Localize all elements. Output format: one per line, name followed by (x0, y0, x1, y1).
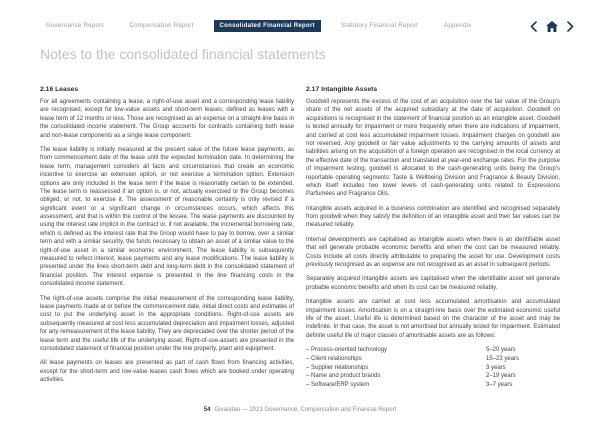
body-columns (40, 86, 560, 391)
report-tabs (40, 20, 478, 32)
chevron-left-icon[interactable] (530, 21, 537, 32)
home-icon[interactable] (546, 21, 558, 32)
paragraph: Intangible assets are carried at cost less accumulated amortisation and accumulated impairment losses. Amortisation is on a straight-line basis over the estimated economic useful life of the asset. Useful life is determined based on the character of the asset and may be indefinite. In that case, the asset is not amortised but annually tested for impairment. Estimated definite useful life of major classes of amortisable assets are as follows: (306, 299, 560, 339)
footer-text: Givaudan — 2021 Governance, Compensation and Financial Report (214, 407, 397, 413)
list-item-label: – Supplier relationships (306, 364, 369, 371)
list-item-value: 3 years (486, 364, 506, 371)
paragraph: The right-of-use assets comprise the initial measurement of the corresponding lease liability, lease payments made at or before the commencement date, initial direct costs and estimates of cost to put the underlying asset in the appropriate conditions. Right-of-use assets are subsequently measured at cost less accumulated depreciation and impairment losses, adjusted for any remeasurement of the lease liability. They are depreciated over the shorter period of the lease term and the useful life of the underlying asset. Right-of-use-assets are presented in the consolidated statement of financial position under the line property, plant and equipment. (40, 295, 294, 352)
list-item-value: 3–7 years (486, 381, 513, 388)
paragraph: Internal developments are capitalised as intangible assets when there is an identifiable asset that will generate probable economic benefits and when the cost can be measured reliably. Costs include all costs directly attributable to preparing the asset for use. Development costs previously recognised as an expense are not recognised as an asset in subsequent periods. (306, 236, 560, 269)
page-title: Notes to the consolidated financial statements (40, 46, 326, 62)
paragraph: Separately acquired intangible assets are capitalised when the identifiable asset will generate probable economic benefits and when its cost can be measured reliably. (306, 276, 560, 291)
list-item (306, 346, 560, 355)
paragraph: The lease liability is initially measured at the present value of the future lease payments, as from commencement date of the lease until the expected termination date. In determining the lease term, management considers all facts and circumstances that create an economic incentive to exercise an extension option, or not exercise a termination option. Extension options are only included in the lease term if the lease is reasonably certain to be extended. The lease term is reassessed if an option is, or not, actually exercised or the Group becomes obliged, or not, to exercise it. The assessment of reasonable certainty is only revised if a significant event or a significant change in circumstances occurs, which affects this assessment, and that is within the control of the lessee. The lease payments are discounted by using the interest rate implicit in the contract or, if not available, the incremental borrowing rate, which is defined as the interest rate that the Group would have to pay to borrow, over a similar term and with a similar security, the funds necessary to obtain an asset of a similar value to the right-of-use asset in a similar economic environment. The lease liability is subsequently measured to reflect interest, lease payments and any lease modifications. The lease liability is presented under the lines short-term debt and long-term debt in the consolidated statement of financial position. The interest expense is presented in the line financing costs in the consolidated income statement. (40, 146, 294, 288)
list-item-label: – Name and product brands (306, 373, 381, 380)
page-footer (0, 407, 600, 413)
top-navigation-bar (40, 20, 574, 32)
section-heading-intangible-assets: 2.17 Intangible Assets (306, 86, 378, 93)
section-heading-leases: 2.16 Leases (40, 86, 79, 93)
list-item (306, 381, 560, 390)
list-item-value: 15–23 years (486, 355, 520, 362)
useful-life-list (306, 346, 560, 389)
footer-page-number: 54 (203, 407, 211, 413)
tab-consolidated-financial-report[interactable]: Consolidated Financial Report (214, 20, 321, 32)
tab-statutory-financial-report[interactable]: Statutory Financial Report (340, 23, 419, 29)
tab-appendix[interactable]: Appendix (444, 23, 472, 29)
chevron-right-icon[interactable] (567, 21, 574, 32)
list-item-label: – Client relationships (306, 355, 362, 362)
list-item-label: – Process-oriented technology (306, 347, 388, 354)
paragraph: For all agreements containing a lease, a right-of-use asset and a corresponding lease liability are recognised, except for low-value assets and short-term leases, defined as leases with a lease term of 12 months or less. Those are recognised as an expense on a straight-line basis in the consolidated income statement. The Group accounts for contracts containing both lease and non-lease components as a single lease component. (40, 99, 294, 139)
tab-governance-report[interactable]: Governance Report (46, 23, 104, 29)
list-item (306, 355, 560, 364)
paragraph: Intangible assets acquired in a business combination are identified and recognised separately from goodwill when they satisfy the definition of an intangible asset and their fair values can be measured reliably. (306, 205, 560, 229)
list-item (306, 364, 560, 373)
paragraph: Goodwill represents the excess of the cost of an acquisition over the fair value of the Group's share of the net assets of the acquired subsidiary at the date of acquisition. Goodwill on acquisitions is recognised in the statement of financial position as an intangible asset. Goodwill is tested annually for impairment or more frequently when there are indications of impairment, and carried at cost less accumulated impairment losses. Impairment charges on goodwill are not reversed. Any goodwill or fair value adjustments to the carrying amounts of assets and liabilities arising on the acquisition of a foreign operation are recognised in the local currency at the effective date of the transaction and translated at year-end exchange rates. For the purpose of impairment testing, goodwill is allocated to the cash-generating units being the Group's reportable operating segments: Taste & Wellbeing Division and Fragrance & Beauty Division, which itself includes two lower levels of cash-generating units related to Expressions Parfumées and Fragrance Oils. (306, 99, 560, 198)
list-item (306, 372, 560, 381)
left-column-leases (40, 86, 294, 391)
paragraph: All lease payments on leases are presented as part of cash flows from financing activities, except for the short-term and low-value leases cash flows which are booked under operating activities. (40, 360, 294, 384)
nav-icon-group (530, 21, 574, 32)
right-column-intangible-assets (306, 86, 560, 391)
list-item-value: 5–20 years (486, 347, 516, 354)
tab-compensation-report[interactable]: Compensation Report (129, 23, 194, 29)
list-item-value: 2–19 years (486, 373, 516, 380)
list-item-label: – Software/ERP system (306, 381, 370, 388)
